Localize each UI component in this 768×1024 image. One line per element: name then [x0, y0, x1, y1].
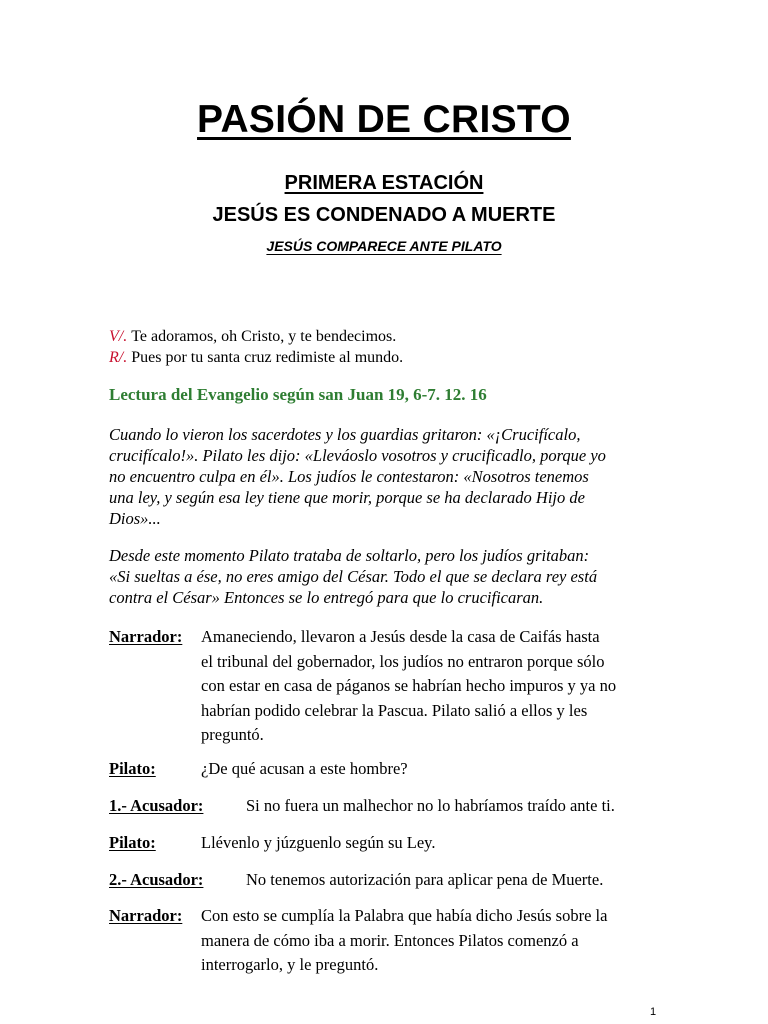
dialogue-entry [109, 794, 669, 819]
speaker-label: 2.- Acusador: [109, 870, 204, 889]
page-number: 1 [650, 1006, 657, 1018]
speaker-label: 1.- Acusador: [109, 796, 204, 815]
station-subheading [0, 238, 768, 254]
dialogue-line: preguntó. [201, 725, 264, 744]
dialogue-line: Si no fuera un malhechor no lo habríamos traído ante ti. [246, 796, 615, 815]
dialogue-line: Con esto se cumplía la Palabra que había dicho Jesús sobre la [201, 906, 608, 925]
dialogue-line: el tribunal del gobernador, los judíos no entraron porque sólo [201, 651, 605, 671]
document-title-text: PASIÓN DE CRISTO [197, 98, 571, 141]
speaker-label: Pilato: [109, 833, 156, 852]
dialogue-line: con estar en casa de páganos se habrían hecho impuros y ya no [201, 676, 617, 695]
dialogue-line: habrían podido celebrar la Pascua. Pilato salió a ellos y les [201, 700, 588, 720]
dialogue-text [246, 868, 669, 893]
dialogue-text [246, 794, 669, 819]
station-label [0, 172, 768, 195]
dialogue-entry [109, 757, 669, 782]
speaker-label: Narrador: [109, 906, 183, 925]
gospel-line: una ley, y según esa ley tiene que morir, porque se ha declarado Hijo de [109, 488, 585, 507]
versicle-v-text: Te adoramos, oh Cristo, y te bendecimos. [131, 328, 397, 345]
dialogue-line: ¿De qué acusan a este hombre? [201, 759, 408, 778]
dialogue-entry [109, 625, 669, 748]
versicle-r-text: Pues por tu santa cruz redimiste al mundo. [131, 349, 404, 366]
gospel-line: «Si sueltas a ése, no eres amigo del César. Todo el que se declara rey está [109, 567, 598, 586]
station-heading: JESÚS ES CONDENADO A MUERTE [212, 204, 556, 226]
gospel-reading-title: Lectura del Evangelio según san Juan 19, 6-7. 12. 16 [109, 385, 487, 404]
dialogue-text [201, 831, 669, 856]
dialogue-text [201, 904, 669, 978]
gospel-line: contra el César» Entonces se lo entregó para que lo crucificaran. [109, 588, 544, 607]
document-title [0, 98, 768, 142]
gospel-line: Desde este momento Pilato trataba de soltarlo, pero los judíos gritaban: [109, 546, 590, 565]
versicle-r [109, 347, 669, 368]
versicle-v [109, 326, 669, 347]
dialogue-line: No tenemos autorización para aplicar pena de Muerte. [246, 870, 604, 889]
dialogue-line: interrogarlo, y le preguntó. [201, 955, 379, 974]
gospel-line: Cuando lo vieron los sacerdotes y los guardias gritaron: «¡Crucifícalo, [109, 425, 581, 444]
versicle-v-mark: V/. [109, 328, 128, 345]
speaker-label: Narrador: [109, 627, 183, 646]
versicle-r-mark: R/. [109, 349, 128, 366]
dialogue-line: Llévenlo y júzguenlo según su Ley. [201, 833, 436, 852]
gospel-line: crucifícalo!». Pilato les dijo: «Lleváoslo vosotros y crucificadlo, porque yo [109, 446, 606, 465]
gospel-line: Dios»... [109, 509, 161, 528]
dialogue-line: manera de cómo iba a morir. Entonces Pilatos comenzó a [201, 930, 579, 950]
dialogue-entry [109, 868, 669, 893]
dialogue-text [201, 757, 669, 782]
gospel-paragraph [109, 545, 659, 608]
speaker-label: Pilato: [109, 759, 156, 778]
station-subheading-text: JESÚS COMPARECE ANTE PILATO [266, 238, 502, 254]
station-label-text: PRIMERA ESTACIÓN [284, 172, 484, 194]
gospel-line: no encuentro culpa en él». Los judíos le contestaron: «Nosotros tenemos [109, 467, 589, 486]
dialogue-entry [109, 831, 669, 856]
dialogue-text [201, 625, 669, 748]
dialogue-entry [109, 904, 669, 978]
gospel-paragraph [109, 424, 659, 529]
dialogue-line: Amaneciendo, llevaron a Jesús desde la casa de Caifás hasta [201, 627, 600, 646]
